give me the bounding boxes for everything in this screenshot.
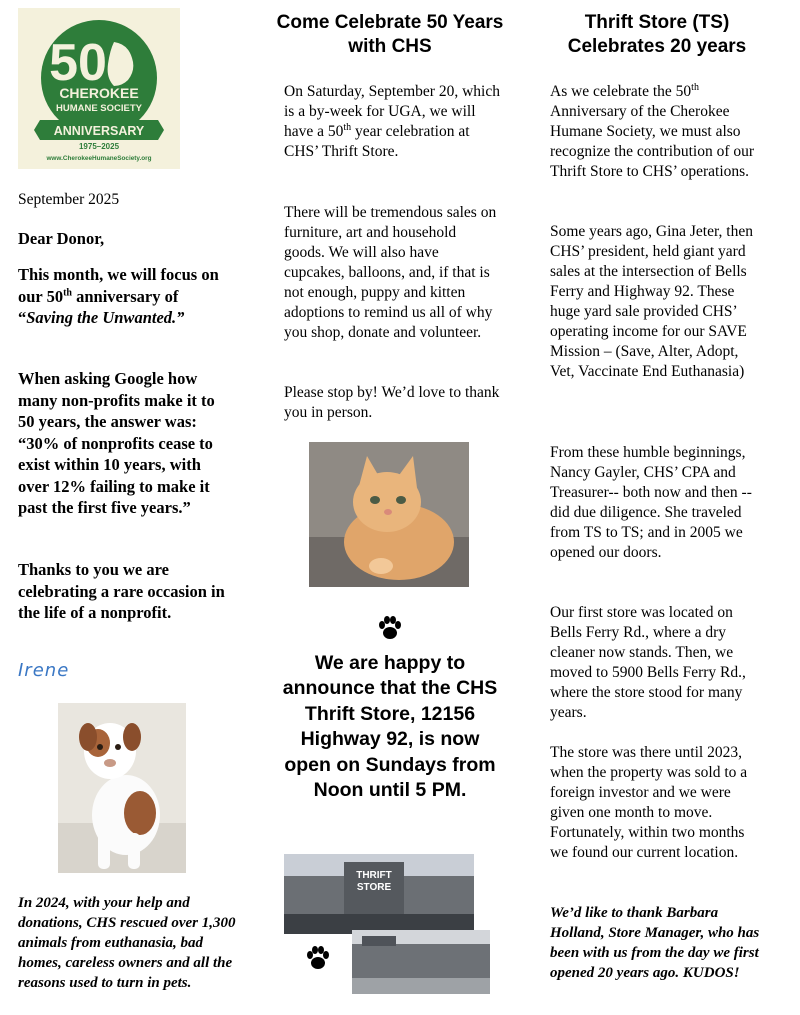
logo-org-line2: HUMANE SOCIETY bbox=[55, 103, 143, 114]
logo-website: www.CherokeeHumaneSociety.org bbox=[46, 155, 152, 162]
letter-date: September 2025 bbox=[18, 191, 120, 208]
store-sign-thrift: THRIFT bbox=[356, 870, 392, 881]
thrift-paragraph-3: From these humble beginnings, Nancy Gayler, CHS’ CPA and Treasurer-- both now and then -- did due diligence. She traveled from TS to TS; and in 2005 we opened our doors. bbox=[550, 444, 752, 561]
logo-org-line1: CHEROKEE bbox=[59, 85, 139, 101]
thrift-paragraph-1: As we celebrate the 50th Anniversary of the Cherokee Humane Society, we must also recognize the contribution of our Thrift Store to CHS’ operations. bbox=[550, 81, 755, 180]
logo-graphic bbox=[18, 8, 180, 169]
paw-print-icon-2 bbox=[304, 944, 332, 972]
puppy-photo bbox=[58, 703, 186, 873]
thrift-store-photo-front bbox=[284, 854, 474, 934]
sunday-hours-announcement: We are happy to announce that the CHS Thrift Store, 12156 Highway 92, is now open on Sundays from Noon until 5 PM. bbox=[282, 652, 498, 802]
celebrate-heading: Come Celebrate 50 Years with CHS bbox=[276, 12, 504, 57]
letter-closing-italic: In 2024, with your help and donations, CHS rescued over 1,300 animals from euthanasia, bad homes, careless owners and all the reasons used to turn in pets. bbox=[18, 895, 236, 991]
thrift-paragraph-5: The store was there until 2023, when the property was sold to a foreign investor and we were given one month to move. Fortunately, within two months we found our current location. bbox=[550, 744, 748, 861]
thrift-paragraph-4: Our first store was located on Bells Ferry Rd., where a dry cleaner now stands. Then, we moved to 5900 Bells Ferry Rd., where the store stood for many years. bbox=[550, 604, 746, 721]
thrift-store-photo-side bbox=[352, 930, 490, 994]
logo-banner: ANNIVERSARY bbox=[53, 124, 145, 138]
logo-years: 1975–2025 bbox=[78, 142, 120, 151]
store-sign-store: STORE bbox=[356, 882, 392, 893]
letter-signature: Irene bbox=[18, 660, 70, 681]
thrift-closing-italic: We’d like to thank Barbara Holland, Store Manager, who has been with us from the day we first opened 20 years ago. KUDOS! bbox=[550, 905, 760, 981]
chs-anniversary-logo bbox=[18, 8, 180, 169]
kitten-photo bbox=[309, 442, 469, 587]
letter-paragraph-3: Thanks to you we are celebrating a rare occasion in the life of a nonprofit. bbox=[18, 560, 225, 622]
letter-salutation: Dear Donor, bbox=[18, 229, 105, 248]
celebrate-paragraph-2: There will be tremendous sales on furniture, art and household goods. We will also have cupcakes, balloons, and, if that is not enough, puppy and kitten adoptions to remind us all of why you shop, donate and volunteer. bbox=[284, 204, 497, 341]
letter-paragraph-2: When asking Google how many non-profits make it to 50 years, the answer was: “30% of nonprofits cease to exist within 10 years, with over 12% failing to make it past the first five years.” bbox=[18, 369, 215, 517]
celebrate-paragraph-1: On Saturday, September 20, which is a by-week for UGA, we will have a 50th year celebration at CHS’ Thrift Store. bbox=[284, 83, 500, 160]
logo-number: 50 bbox=[49, 34, 107, 92]
thrift-heading: Thrift Store (TS) Celebrates 20 years bbox=[567, 12, 747, 57]
thrift-paragraph-2: Some years ago, Gina Jeter, then CHS’ president, held giant yard sales at the intersection of Bells Ferry and Highway 92. These huge yard sale provided CHS’ operating income for our SAVE Mission – (Save, Alter, Adopt, Vet, Vaccinate End Euthanasia) bbox=[550, 223, 753, 380]
celebrate-paragraph-3: Please stop by! We’d love to thank you in person. bbox=[284, 384, 500, 421]
paw-print-icon bbox=[376, 614, 404, 642]
letter-paragraph-1: This month, we will focus on our 50th anniversary of “Saving the Unwanted.” bbox=[18, 265, 219, 327]
